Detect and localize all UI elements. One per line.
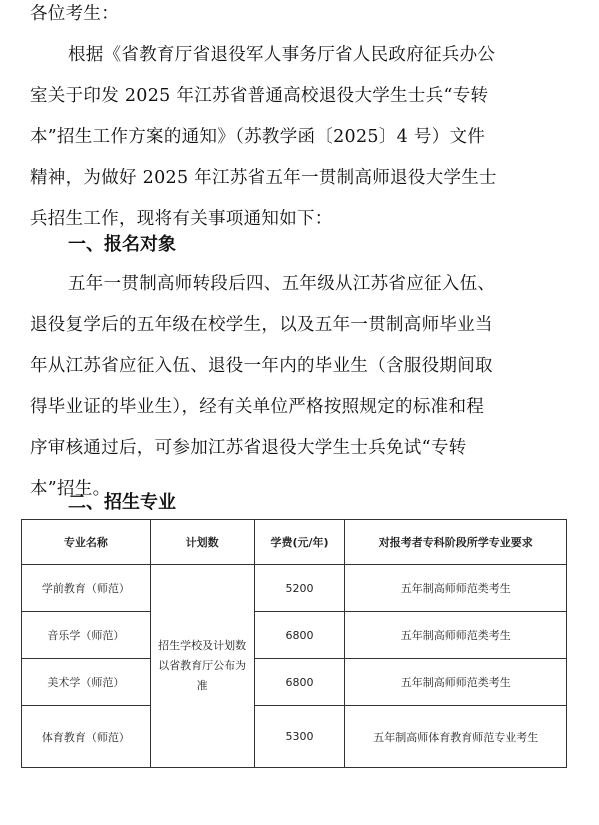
major-requirement: 五年制高师师范类考生 bbox=[345, 659, 567, 706]
tuition-fee: 6800 bbox=[254, 659, 345, 706]
major-name: 美术学（师范） bbox=[22, 659, 151, 706]
header-major: 专业名称 bbox=[22, 520, 151, 565]
plan-note: 招生学校及计划数以省教育厅公布为准 bbox=[150, 565, 254, 768]
table-header-row bbox=[22, 520, 567, 565]
salutation: 各位考生： bbox=[30, 4, 119, 24]
table-row bbox=[22, 612, 567, 659]
section1-line-4: 得毕业证的毕业生），经有关单位严格按照规定的标准和程 bbox=[30, 397, 485, 417]
major-requirement: 五年制高师体育教育师范专业考生 bbox=[345, 706, 567, 768]
header-requirement: 对报考者专科阶段所学专业要求 bbox=[345, 520, 567, 565]
header-plan: 计划数 bbox=[150, 520, 254, 565]
intro-line-4: 精神，为做好 2025 年江苏省五年一贯制高师退役大学生士 bbox=[30, 168, 497, 188]
major-name: 音乐学（师范） bbox=[22, 612, 151, 659]
header-fee: 学费(元/年) bbox=[254, 520, 345, 565]
majors-table bbox=[21, 519, 567, 768]
major-requirement: 五年制高师师范类考生 bbox=[345, 565, 567, 612]
section1-line-5: 序审核通过后，可参加江苏省退役大学生士兵免试“专转 bbox=[30, 438, 467, 458]
intro-line-1: 根据《省教育厅省退役军人事务厅省人民政府征兵办公 bbox=[68, 45, 496, 65]
section1-line-1: 五年一贯制高师转段后四、五年级从江苏省应征入伍、 bbox=[68, 274, 496, 294]
tuition-fee: 6800 bbox=[254, 612, 345, 659]
major-requirement: 五年制高师师范类考生 bbox=[345, 612, 567, 659]
section1-line-6: 本”招生。 bbox=[30, 479, 111, 499]
major-name: 学前教育（师范） bbox=[22, 565, 151, 612]
section-heading-applicants: 一、报名对象 bbox=[68, 234, 176, 255]
intro-line-5: 兵招生工作，现将有关事项通知如下： bbox=[30, 209, 333, 229]
tuition-fee: 5200 bbox=[254, 565, 345, 612]
intro-line-3: 本”招生工作方案的通知》（苏教学函〔2025〕4 号）文件 bbox=[30, 127, 486, 147]
table-row bbox=[22, 565, 567, 612]
table-row bbox=[22, 706, 567, 768]
tuition-fee: 5300 bbox=[254, 706, 345, 768]
major-name: 体育教育（师范） bbox=[22, 706, 151, 768]
section-heading-majors: 二、招生专业 bbox=[68, 492, 176, 513]
table-row bbox=[22, 659, 567, 706]
section1-line-3: 年从江苏省应征入伍、退役一年内的毕业生（含服役期间取 bbox=[30, 356, 493, 376]
section1-line-2: 退役复学后的五年级在校学生，以及五年一贯制高师毕业当 bbox=[30, 315, 493, 335]
intro-line-2: 室关于印发 2025 年江苏省普通高校退役大学生士兵“专转 bbox=[30, 86, 489, 106]
